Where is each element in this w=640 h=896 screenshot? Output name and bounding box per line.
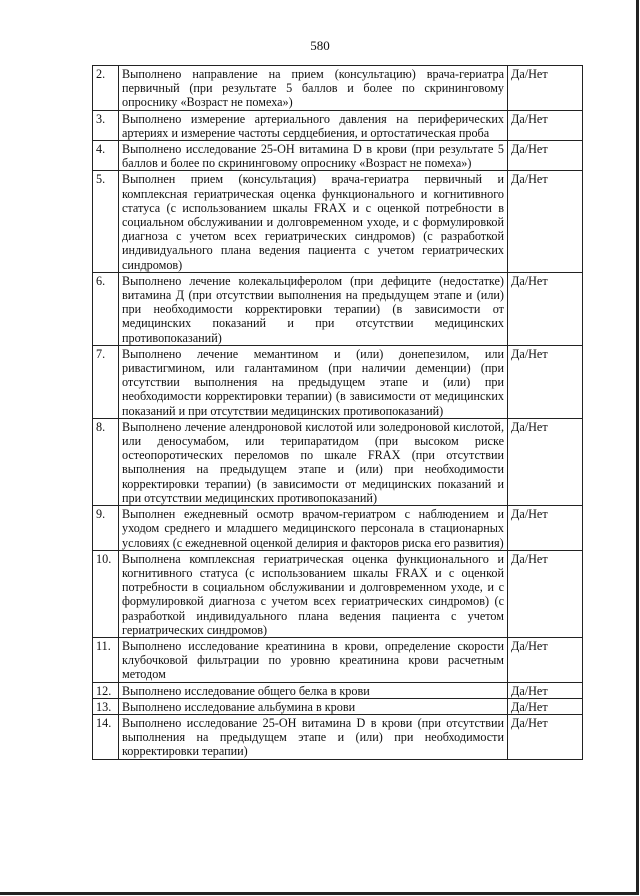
- criterion-text: Выполнено исследование общего белка в крови: [119, 682, 508, 698]
- page-number: 580: [310, 38, 330, 53]
- table-row: [93, 714, 583, 759]
- table-row: [93, 418, 583, 505]
- criterion-text: Выполнено исследование альбумина в крови: [119, 698, 508, 714]
- row-number: 11.: [93, 637, 119, 682]
- answer-option: Да/Нет: [508, 66, 583, 111]
- table-row: [93, 66, 583, 111]
- row-number: 13.: [93, 698, 119, 714]
- row-number: 6.: [93, 272, 119, 345]
- answer-option: Да/Нет: [508, 506, 583, 551]
- row-number: 5.: [93, 171, 119, 272]
- answer-option: Да/Нет: [508, 272, 583, 345]
- criterion-text: Выполнено исследование креатинина в крови, определение скорости клубочковой фильтрации по уровню креатинина крови расчетным методом: [119, 637, 508, 682]
- row-number: 7.: [93, 345, 119, 418]
- criterion-text: Выполнено лечение мемантином и (или) донепезилом, или ривастигмином, или галантамином (при наличии деменции) (при отсутствии выполнения на предыдущем этапе и (или) при необходимости корректировки терапии) (в зависимости от медицинских показаний и при отсутствии медицинских противопоказаний): [119, 345, 508, 418]
- answer-option: Да/Нет: [508, 698, 583, 714]
- criterion-text: Выполнено лечение алендроновой кислотой или золедроновой кислотой, или деносумабом, или терипаратидом (при высоком риске остеопоротических переломов по шкале FRAX (при отсутствии выполнения на предыдущем этапе и (или) при необходимости корректировки терапии) (в зависимости от медицинских показаний и при отсутствии медицинских противопоказаний): [119, 418, 508, 505]
- criterion-text: Выполнен прием (консультация) врача-гериатра первичный и комплексная гериатрическая оценка функционального и когнитивного статуса (с использованием шкалы FRAX и с оценкой потребности в социальном обслуживании и долговременном уходе, и с формулировкой диагноза с учетом всех гериатрических синдромов) (с разработкой индивидуального плана ведения пациента с учетом гериатрических синдромов): [119, 171, 508, 272]
- criterion-text: Выполнена комплексная гериатрическая оценка функционального и когнитивного статуса (с использованием шкалы FRAX и с оценкой потребности в социальном обслуживании и долговременном уходе, и с формулировкой диагноза с учетом всех гериатрических синдромов) (с разработкой индивидуального плана ведения пациента с учетом гериатрических синдромов): [119, 550, 508, 637]
- answer-option: Да/Нет: [508, 171, 583, 272]
- row-number: 8.: [93, 418, 119, 505]
- row-number: 9.: [93, 506, 119, 551]
- row-number: 2.: [93, 66, 119, 111]
- answer-option: Да/Нет: [508, 418, 583, 505]
- table-row: [93, 345, 583, 418]
- criterion-text: Выполнено измерение артериального давления на периферических артериях и измерение частоты сердцебиения, и ортостатическая проба: [119, 110, 508, 140]
- answer-option: Да/Нет: [508, 550, 583, 637]
- answer-option: Да/Нет: [508, 345, 583, 418]
- table-row: [93, 110, 583, 140]
- answer-option: Да/Нет: [508, 141, 583, 171]
- criterion-text: Выполнено направление на прием (консультацию) врача-гериатра первичный (при результате 5 баллов и более по скрининговому опроснику «Возраст не помеха»): [119, 66, 508, 111]
- table-row: [93, 550, 583, 637]
- row-number: 10.: [93, 550, 119, 637]
- table-row: [93, 141, 583, 171]
- row-number: 4.: [93, 141, 119, 171]
- row-number: 14.: [93, 714, 119, 759]
- table-row: [93, 506, 583, 551]
- answer-option: Да/Нет: [508, 637, 583, 682]
- criterion-text: Выполнено исследование 25-ОН витамина D в крови (при результате 5 баллов и более по скрининговому опроснику «Возраст не помеха»): [119, 141, 508, 171]
- table-row: [93, 272, 583, 345]
- row-number: 12.: [93, 682, 119, 698]
- criterion-text: Выполнен ежедневный осмотр врачом-гериатром с наблюдением и уходом среднего и младшего медицинского персонала в стационарных условиях (с ежедневной оценкой делирия и факторов риска его развития): [119, 506, 508, 551]
- criteria-table-body: [93, 66, 583, 760]
- table-row: [93, 682, 583, 698]
- table-row: [93, 698, 583, 714]
- criterion-text: Выполнено исследование 25-ОН витамина D в крови (при отсутствии выполнения на предыдущем этапе и (или) при необходимости корректировки терапии): [119, 714, 508, 759]
- answer-option: Да/Нет: [508, 682, 583, 698]
- table-row: [93, 171, 583, 272]
- row-number: 3.: [93, 110, 119, 140]
- criteria-table: [92, 65, 583, 760]
- answer-option: Да/Нет: [508, 110, 583, 140]
- criterion-text: Выполнено лечение колекальциферолом (при дефиците (недостатке) витамина Д (при отсутствии выполнения на предыдущем этапе и (или) при необходимости корректировки терапии) (в зависимости от медицинских показаний и при отсутствии медицинских противопоказаний): [119, 272, 508, 345]
- answer-option: Да/Нет: [508, 714, 583, 759]
- table-row: [93, 637, 583, 682]
